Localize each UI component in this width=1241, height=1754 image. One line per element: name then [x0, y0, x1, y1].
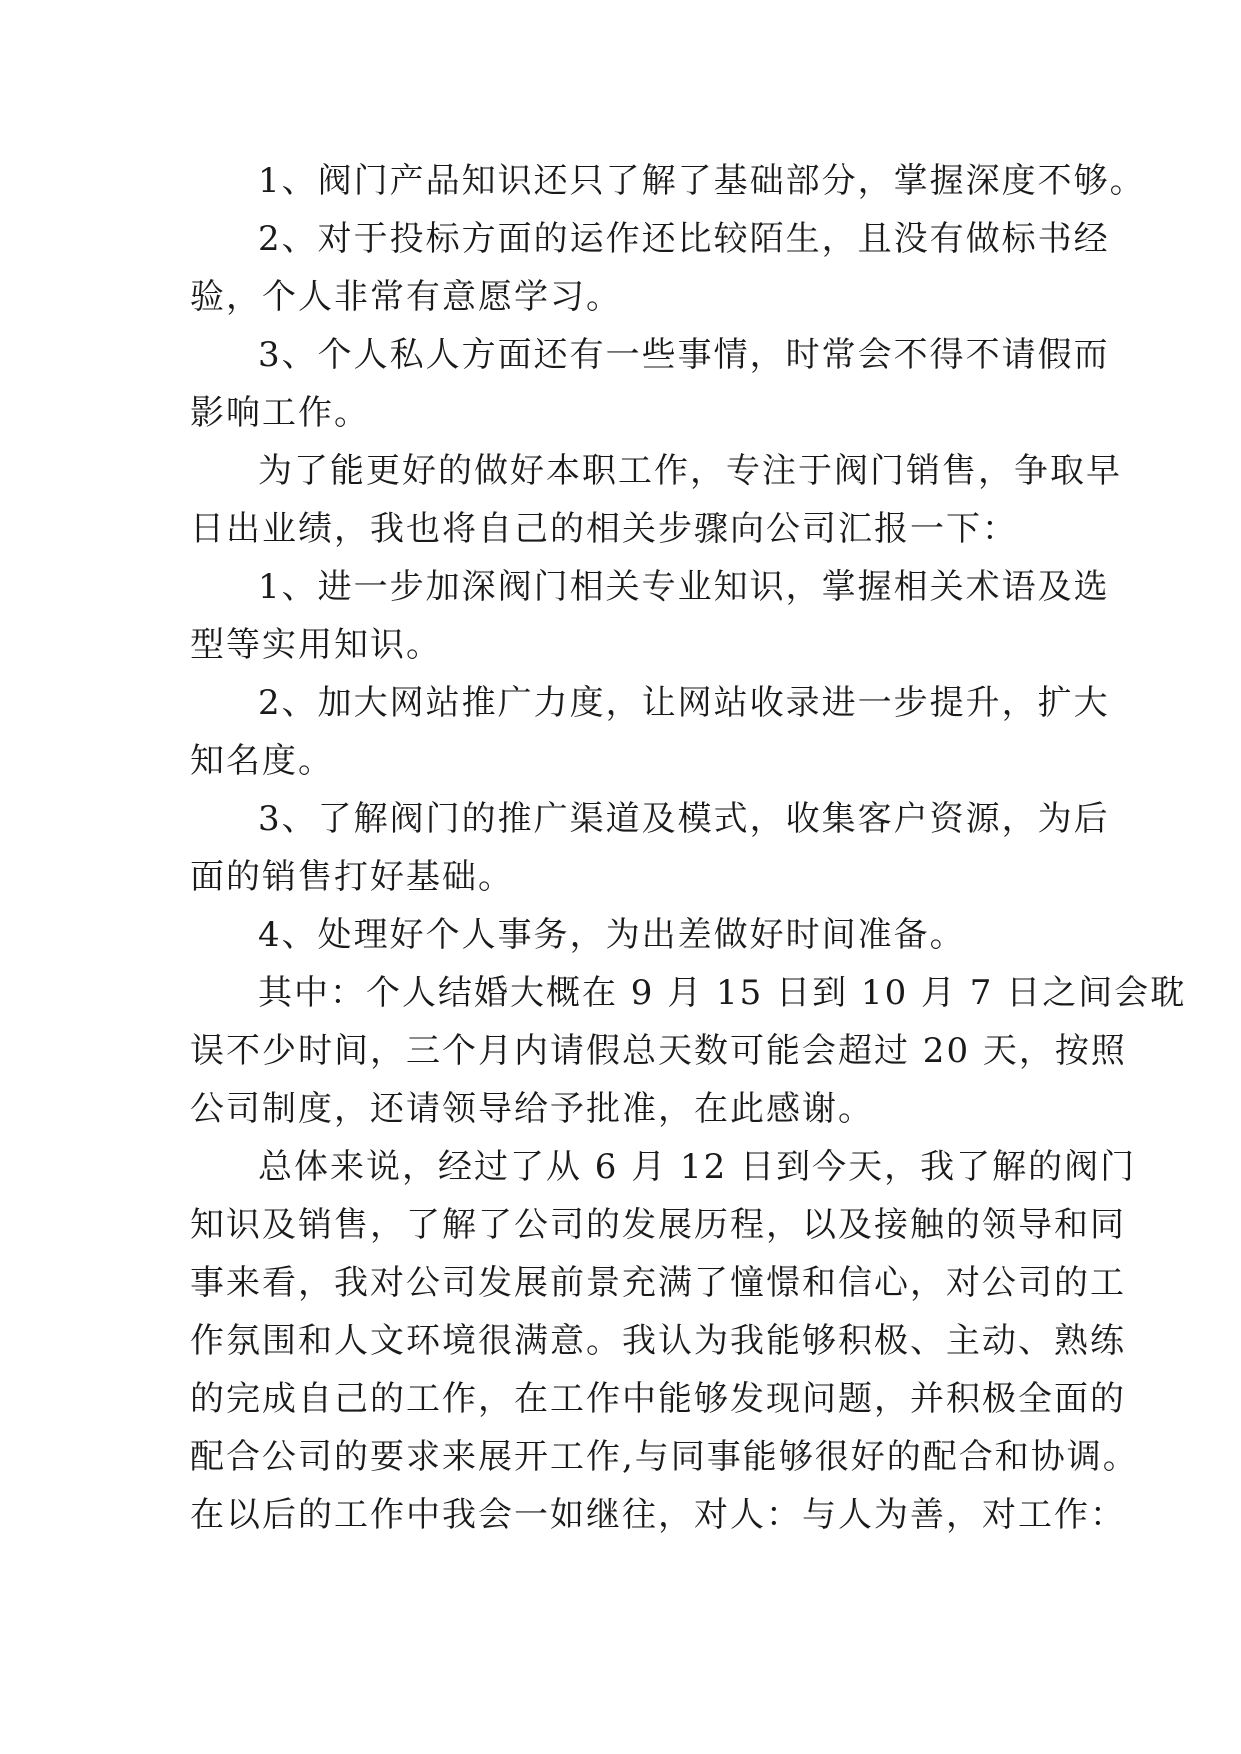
text-line: 日出业绩，我也将自己的相关步骤向公司汇报一下： [190, 509, 1018, 549]
text-line: 面的销售打好基础。 [190, 857, 514, 897]
document-body [190, 152, 1187, 1544]
text-line: 知名度。 [190, 741, 334, 781]
text-line: 影响工作。 [190, 393, 370, 433]
text-line: 4、处理好个人事务，为出差做好时间准备。 [258, 915, 966, 955]
text-line: 其中：个人结婚大概在 9 月 15 日到 10 月 7 日之间会耽 [258, 973, 1187, 1013]
text-line: 2、对于投标方面的运作还比较陌生，且没有做标书经 [258, 219, 1110, 259]
text-line: 1、进一步加深阀门相关专业知识，掌握相关术语及选 [258, 567, 1110, 607]
text-line: 在以后的工作中我会一如继往，对人：与人为善，对工作： [190, 1495, 1126, 1535]
text-line: 的完成自己的工作，在工作中能够发现问题，并积极全面的 [190, 1379, 1126, 1419]
text-line: 总体来说，经过了从 6 月 12 日到今天，我了解的阀门 [258, 1147, 1137, 1187]
text-line: 配合公司的要求来展开工作,与同事能够很好的配合和协调。 [190, 1437, 1139, 1477]
text-line: 3、了解阀门的推广渠道及模式，收集客户资源，为后 [258, 799, 1110, 839]
text-line: 1、阀门产品知识还只了解了基础部分，掌握深度不够。 [258, 161, 1146, 201]
text-line: 事来看，我对公司发展前景充满了憧憬和信心，对公司的工 [190, 1263, 1126, 1303]
text-line: 作氛围和人文环境很满意。我认为我能够积极、主动、熟练 [190, 1321, 1126, 1361]
text-line: 3、个人私人方面还有一些事情，时常会不得不请假而 [258, 335, 1110, 375]
text-line: 公司制度，还请领导给予批准，在此感谢。 [190, 1089, 874, 1129]
text-line: 误不少时间，三个月内请假总天数可能会超过 20 天，按照 [190, 1031, 1127, 1071]
text-line: 知识及销售，了解了公司的发展历程，以及接触的领导和同 [190, 1205, 1126, 1245]
text-line: 2、加大网站推广力度，让网站收录进一步提升，扩大 [258, 683, 1110, 723]
text-line: 验，个人非常有意愿学习。 [190, 277, 622, 317]
text-line: 型等实用知识。 [190, 625, 442, 665]
text-line: 为了能更好的做好本职工作，专注于阀门销售，争取早 [258, 451, 1122, 491]
